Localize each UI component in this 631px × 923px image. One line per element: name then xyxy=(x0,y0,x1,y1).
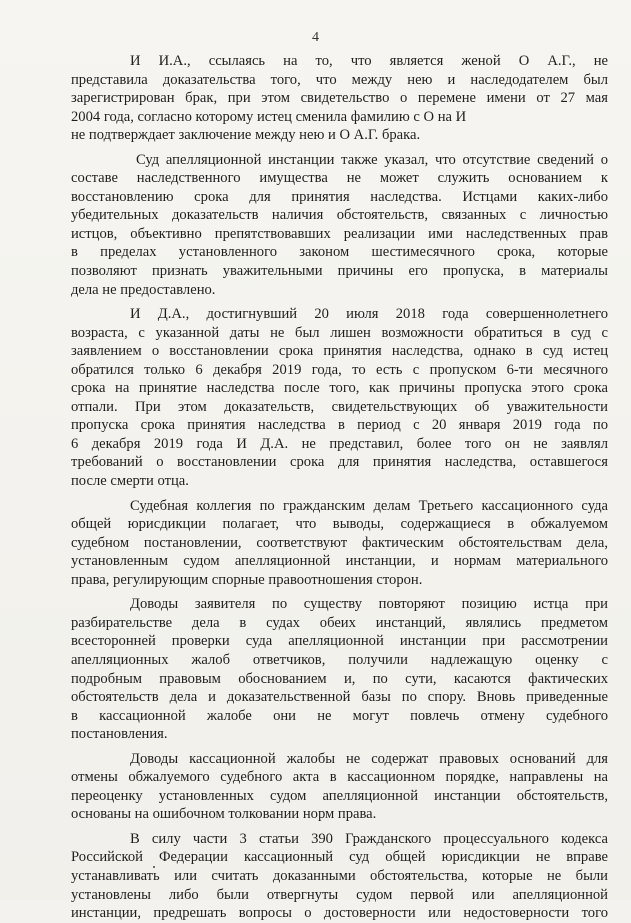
paragraph-3 xyxy=(71,305,608,490)
text-line: постановления. xyxy=(71,726,168,743)
text-line: устанавливать или считать доказанными обстоятельства, которые не были xyxy=(71,867,608,884)
page-number: 4 xyxy=(312,30,319,45)
text-line: дела не предоставлено. xyxy=(71,281,216,298)
text-line: апелляционных жалоб ответчиков, получили надлежащую оценку с xyxy=(71,651,608,668)
text-line: Российской Федерации кассационный суд общей юрисдикции не вправе xyxy=(71,849,608,866)
paragraph-4 xyxy=(71,497,608,590)
text-line: отмены обжалуемого судебного акта в кассационном порядке, направлены на xyxy=(71,769,608,786)
paragraph-7 xyxy=(71,830,608,923)
paragraph-5 xyxy=(71,595,608,743)
text-line: восстановлению срока для принятия наследства. Истцами каких-либо xyxy=(71,188,608,205)
text-line: отпали. При этом доказательств, свидетельствующих об уважительности xyxy=(71,398,608,415)
text-line: В силу части 3 статьи 390 Гражданского процессуального кодекса xyxy=(130,830,608,847)
text-line: обратился только 6 декабря 2019 года, то есть с пропуском 6-ти месячного xyxy=(71,361,608,378)
text-line: составе наследственного имущества не может служить основанием к xyxy=(71,170,608,187)
text-line: срока на принятие наследства после того, как причины пропуска этого срока xyxy=(71,380,608,397)
text-line: всесторонней проверки суда апелляционной инстанции при рассмотрении xyxy=(71,633,608,650)
text-line: установленным судом апелляционной инстанции, и нормам материального xyxy=(71,553,608,570)
text-line: зарегистрирован брак, при этом свидетельство о перемене имени от 27 мая xyxy=(71,90,608,107)
text-line: И Д.А., достигнувший 20 июля 2018 года совершеннолетнего xyxy=(130,306,608,323)
text-line: разбирательстве дела в судах обеих инстанций, являлись предметом xyxy=(71,614,608,631)
text-line: судебном постановлении, соответствуют фактическим обстоятельствам дела, xyxy=(71,534,608,551)
text-line: Доводы заявителя по существу повторяют позицию истца при xyxy=(130,596,608,613)
text-line: позволяют признать уважительными причины его пропуска, в материалы xyxy=(71,263,608,280)
text-line: основаны на ошибочном толковании норм права. xyxy=(71,806,377,823)
text-line: истцов, объективно препятствовавших реализации ими наследственных прав xyxy=(71,225,608,242)
text-line: Доводы кассационной жалобы не содержат правовых оснований для xyxy=(130,750,608,767)
text-line: убедительных доказательств наличия обстоятельств, связанных с личностью xyxy=(71,207,608,224)
text-line: после смерти отца. xyxy=(71,473,189,490)
text-line: инстанции, предрешать вопросы о достоверности или недостоверности того xyxy=(71,905,608,922)
text-line: 2004 года, согласно которому истец сменила фамилию с О на И xyxy=(71,108,467,125)
text-line: права, регулирующим спорные правоотношения сторон. xyxy=(71,571,423,588)
text-line: представила доказательства того, что между нею и наследодателем был xyxy=(71,71,608,88)
text-line: в кассационной жалобе они не могут повлечь отмену судебного xyxy=(71,707,608,724)
text-line: Судебная коллегия по гражданским делам Третьего кассационного суда xyxy=(130,497,608,514)
text-line: возраста, с указанной даты не был лишен возможности обратиться в суд с xyxy=(71,324,608,341)
text-line: пропуска срока принятия наследства в период с 20 января 2019 года по xyxy=(71,417,608,434)
text-line: в пределах установленного законом шестимесячного срока, которые xyxy=(71,244,608,261)
paragraph-6 xyxy=(71,750,608,824)
paragraph-2 xyxy=(71,151,608,299)
text-line: И И.А., ссылаясь на то, что является женой О А.Г., не xyxy=(130,53,608,69)
text-line: 6 декабря 2019 года И Д.А. не представил, более того он не заявлял xyxy=(71,435,608,452)
text-line: подробным правовым обоснованием и, по сути, касаются фактических xyxy=(71,670,608,687)
text-line: переоценку установленных судом апелляционной инстанции обстоятельств, xyxy=(71,787,608,804)
text-line: Суд апелляционной инстанции также указал, что отсутствие сведений о xyxy=(136,151,608,168)
scan-speck xyxy=(153,866,155,868)
text-line: общей юрисдикции полагает, что выводы, содержащиеся в обжалуемом xyxy=(71,516,608,533)
document-body xyxy=(71,52,608,923)
text-line: установлены либо были отвергнуты судом первой или апелляционной xyxy=(71,886,608,903)
paragraph-1 xyxy=(71,52,608,145)
text-line: обстоятельств дела и доказательственной базы по спору. Вновь приведенные xyxy=(71,689,608,706)
text-line: не подтверждает заключение между нею и О А.Г. брака. xyxy=(71,127,421,144)
text-line: требований о восстановлении срока для принятия наследства, оставшегося xyxy=(71,454,608,471)
text-line: заявлением о восстановлении срока принятия наследства, однако в суд истец xyxy=(71,343,608,360)
